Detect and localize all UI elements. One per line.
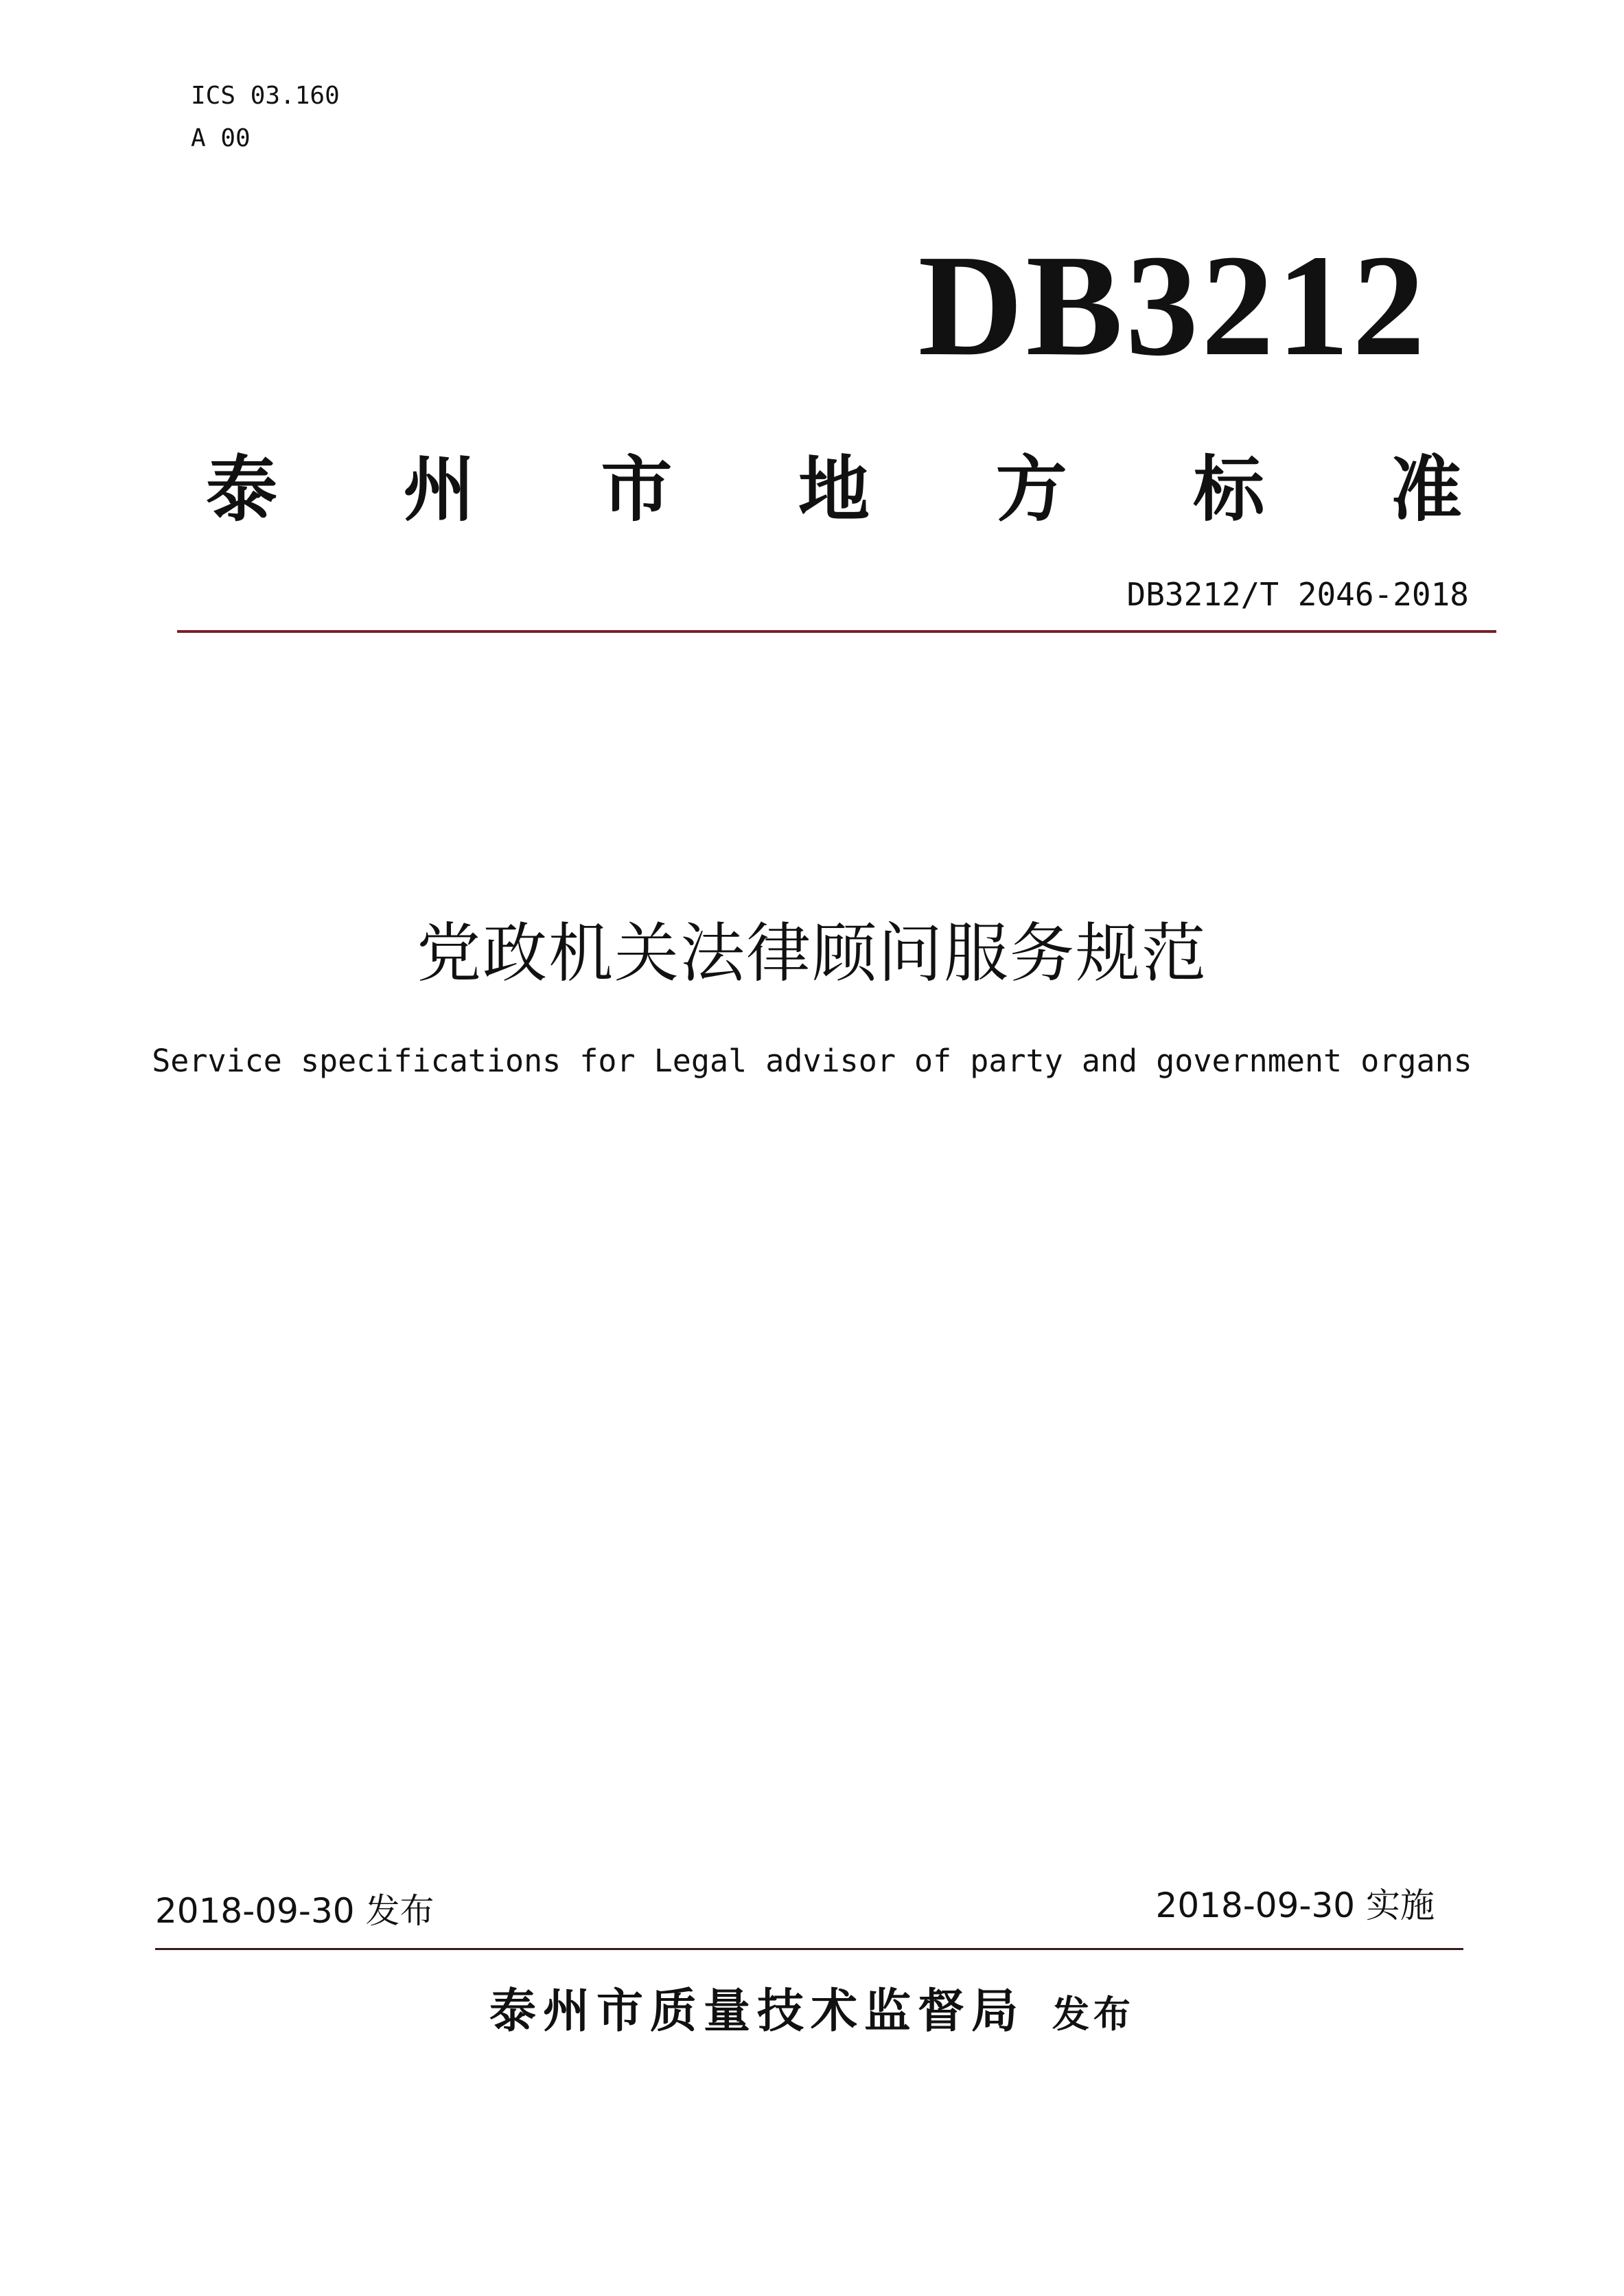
document-title-english: Service specifications for Legal advisor of party and government organs xyxy=(152,1043,1472,1079)
standard-code: DB3212 xyxy=(918,224,1428,386)
standard-type-char: 州 xyxy=(403,448,475,531)
ics-code: ICS 03.160 xyxy=(191,82,340,110)
standard-number: DB3212/T 2046-2018 xyxy=(1126,576,1469,613)
issuer-suffix: 发布 xyxy=(1052,1993,1135,2036)
standard-type-char: 地 xyxy=(798,448,870,531)
ccs-code: A 00 xyxy=(191,124,251,152)
issue-date: 2018-09-30 发布 xyxy=(155,1891,434,1931)
standard-type-char: 标 xyxy=(1193,448,1265,531)
standard-type-heading xyxy=(206,445,1462,534)
standard-type-char: 泰 xyxy=(206,448,278,531)
top-divider xyxy=(177,630,1496,633)
standard-type-char: 准 xyxy=(1390,448,1462,531)
bottom-divider xyxy=(155,1948,1463,1950)
standard-type-char: 方 xyxy=(995,448,1067,531)
document-title-chinese: 党政机关法律顾问服务规范 xyxy=(416,916,1207,991)
issuer-line xyxy=(0,1981,1624,2045)
implementation-date: 2018-09-30 实施 xyxy=(1155,1886,1435,1925)
issuer-name: 泰州市质量技术监督局 xyxy=(489,1984,1025,2039)
standard-type-char: 市 xyxy=(601,448,673,531)
